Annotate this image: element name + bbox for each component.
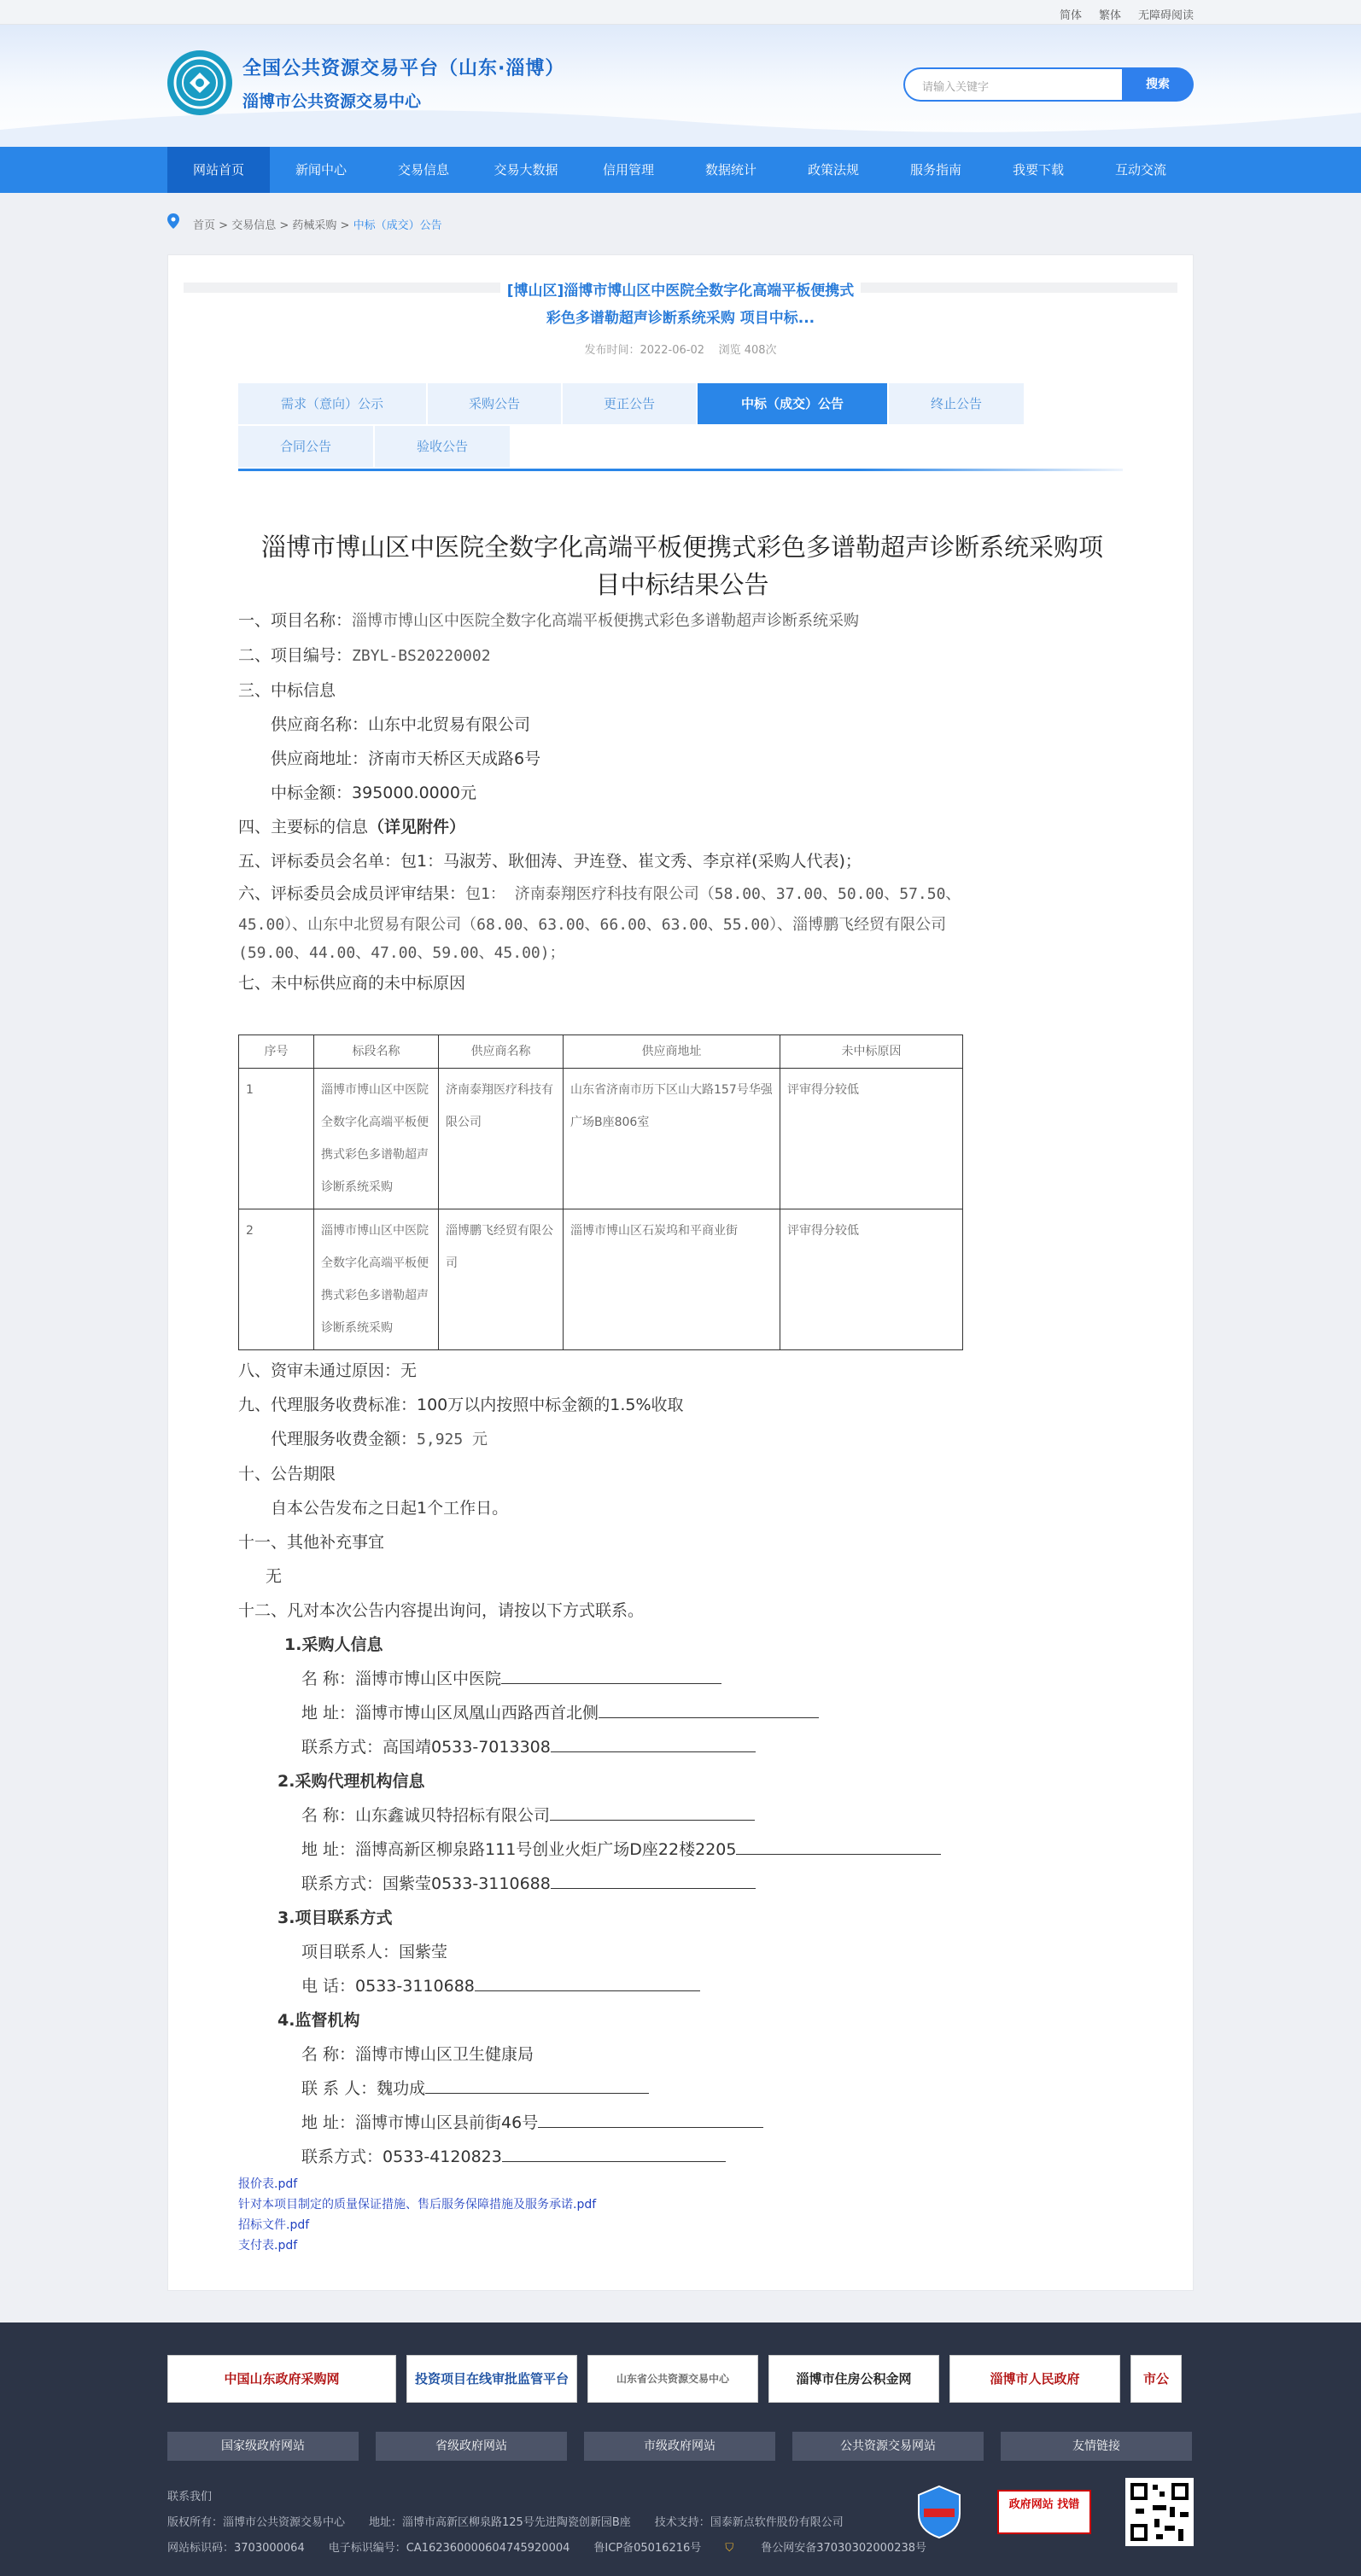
main-subject-row [238,810,1126,844]
notice-period-text: 自本公告发布之日起1个工作日。 [271,1499,509,1518]
breadcrumb-current: 中标（成交）公告 [353,219,442,232]
nav-item-news[interactable]: 新闻中心 [295,162,347,178]
banner-shandong-trade-center[interactable]: 山东省公共资源交易中心 [587,2355,758,2403]
committee-results-line1: 包1： 济南泰翔医疗科技有限公司（58.00、37.00、50.00、57.50、 [465,885,961,903]
section-notice-period: 十、公告期限 [238,1465,336,1483]
traditional-chinese-link[interactable]: 繁体 [1098,9,1121,22]
attachment-list [238,2174,1126,2256]
accessibility-link[interactable]: 无障碍阅读 [1137,9,1194,22]
agency-fee-label: 代理服务收费金额： [271,1430,418,1448]
partner-banners [167,2355,1183,2408]
footer-address: 地址：淄博市高新区柳泉路125号先进陶瓷创新园B座 [369,2516,631,2529]
purchaser-name: 名 称：淄博市博山区中医院 [301,1670,502,1688]
copyright: 版权所有：淄博市公共资源交易中心 [167,2516,346,2529]
underline-decoration [551,1870,756,1889]
purchaser-title: 1.采购人信息 [284,1635,383,1654]
tech-support: 技术支持：国泰新点软件股份有限公司 [654,2516,844,2529]
underline-decoration [550,1802,755,1821]
logo-emblem-icon [167,50,232,115]
site-title: 全国公共资源交易平台（山东·淄博） [242,58,565,79]
banner-investment-platform[interactable]: 投资项目在线审批监管平台 [406,2355,577,2403]
agency-fee-amount-row [238,1422,1126,1457]
project-name-label: 一、项目名称： [238,611,353,630]
underline-decoration [538,2109,763,2128]
site-logo[interactable] [167,50,564,115]
committee-results-label: 六、评标委员会成员评审结果： [238,884,466,903]
section-award-info: 三、中标信息 [238,681,336,700]
underline-decoration [501,1665,721,1684]
underline-decoration [475,1973,700,1991]
site-subtitle: 淄博市公共资源交易中心 [242,92,422,111]
search-button[interactable]: 搜索 [1122,67,1194,102]
project-contact-title: 3.项目联系方式 [277,1909,393,1927]
award-amount-row [238,776,1126,810]
purchaser-address: 地 址：淄博市博山区凤凰山西路西首北侧 [301,1704,599,1722]
article-title-line2: 彩色多谱勒超声诊断系统采购 项目中标... [546,310,815,327]
committee-list: 五、评标委员会名单：包1：马淑芳、耿佃涛、尹连登、崔文秀、李京祥(采购人代表)； [238,852,862,871]
supervisor-name: 名 称：淄博市博山区卫生健康局 [301,2045,534,2064]
attachment-link[interactable]: 支付表.pdf [238,2239,298,2253]
purchaser-contact: 联系方式：高国靖0533-7013308 [301,1738,551,1757]
breadcrumb: 首页 > 交易信息 > 药械采购 > 中标（成交）公告 [0,193,1361,253]
tab-termination-notice[interactable]: 终止公告 [889,383,1024,424]
nav-item-interaction[interactable]: 互动交流 [1114,162,1166,178]
cell-address: 淄博市博山区石炭坞和平商业街 [564,1209,780,1350]
cell-supplier: 淄博鹏飞经贸有限公司 [439,1209,564,1350]
article-card [167,254,1194,2291]
nav-item-guide[interactable]: 服务指南 [909,162,961,178]
supplier-address: 供应商地址：济南市天桥区天成路6号 [271,749,541,768]
cell-index: 1 [239,1069,314,1209]
tab-underline [238,469,1123,471]
topbar-links [1060,6,1194,22]
section-other-matters: 十一、其他补充事宜 [238,1533,385,1552]
agency-title: 2.采购代理机构信息 [277,1772,425,1791]
tab-award-notice[interactable]: 中标（成交）公告 [698,383,887,424]
section-unsuccessful-reasons: 七、未中标供应商的未中标原因 [238,974,466,993]
notice-heading-line1: 淄博市博山区中医院全数字化高端平板便携式彩色多谱勒超声诊断系统采购项 [260,533,1103,562]
article-title-line1: [博山区]淄博市博山区中医院全数字化高端平板便携式 [500,283,862,300]
nav-item-home[interactable]: 网站首页 [167,147,270,193]
other-matters-text: 无 [266,1567,283,1586]
committee-results [238,878,1126,910]
notice-heading [238,528,1126,603]
nav-item-statistics[interactable]: 数据统计 [704,162,756,178]
agency-fee-value: 5,925 元 [417,1431,488,1448]
cell-index: 2 [239,1209,314,1350]
site-id: 网站标识码：3703000064 [167,2542,305,2555]
table-row [239,1069,963,1209]
views-label: 浏览 [718,344,741,357]
committee-results-line3: (59.00、44.00、47.00、59.00、45.00)； [238,944,565,962]
tab-demand-notice[interactable]: 需求（意向）公示 [238,383,426,424]
main-nav [0,147,1361,193]
banner-zibo-government[interactable]: 淄博市人民政府 [949,2355,1120,2403]
col-header-lot: 标段名称 [314,1035,439,1069]
breadcrumb-medical-procurement[interactable]: 药械采购 [292,219,337,232]
friendly-links-dropdown[interactable]: 友情链接 [1001,2432,1192,2461]
trade-sites-dropdown[interactable]: 公共资源交易网站 [792,2432,984,2461]
agency-contact: 联系方式：国紫莹0533-3110688 [301,1874,551,1893]
breadcrumb-home[interactable]: 首页 [193,219,216,232]
city-gov-sites-dropdown[interactable]: 市级政府网站 [584,2432,775,2461]
main-subject-label: 四、主要标的信息 [238,818,369,836]
simplified-chinese-link[interactable]: 简体 [1059,9,1082,22]
site-footer [0,2322,1361,2576]
nav-item-download[interactable]: 我要下载 [1012,162,1064,178]
col-header-reason: 未中标原因 [780,1035,963,1069]
nav-item-trade-info[interactable]: 交易信息 [397,162,449,178]
project-contact-title-row [238,1901,1126,1935]
project-number-value: ZBYL-BS20220002 [352,647,491,665]
committee-results-line2: 45.00）、山东中北贸易有限公司（68.00、63.00、66.00、63.00、55.00）、淄博鹏飞经贸有限公司 [238,916,947,934]
police-record-text: 鲁公网安备37030302000238号 [761,2542,927,2555]
gov-party-badge-icon[interactable] [915,2485,963,2539]
topbar [0,0,1361,25]
cell-lot: 淄博市博山区中医院全数字化高端平板便携式彩色多谱勒超声诊断系统采购 [314,1069,439,1209]
underline-decoration [736,1836,941,1855]
agency-name: 名 称：山东鑫诚贝特招标有限公司 [301,1806,551,1825]
supplier-name: 供应商名称：山东中北贸易有限公司 [271,715,531,734]
notice-body [238,528,1126,2256]
see-attachment-note: （详见附件） [368,818,466,836]
award-amount-label: 中标金额： [271,784,353,802]
tab-correction-notice[interactable]: 更正公告 [563,383,696,424]
gov-site-error-badge[interactable]: 政府网站 找错 [997,2490,1091,2534]
qualification-failure-reason: 八、资审未通过原因：无 [238,1361,418,1380]
supervisor-title-row [238,2003,1126,2037]
attachment-link[interactable]: 招标文件.pdf [238,2218,310,2232]
col-header-address: 供应商地址 [564,1035,780,1069]
publish-label: 发布时间： [584,344,640,357]
article-meta [168,341,1193,357]
cell-lot: 淄博市博山区中医院全数字化高端平板便携式彩色多谱勒超声诊断系统采购 [314,1209,439,1350]
tab-purchase-notice[interactable]: 采购公告 [428,383,561,424]
supervisor-title: 4.监督机构 [277,2011,360,2030]
article-title [168,277,1193,332]
underline-decoration [425,2075,649,2094]
icp-record[interactable]: 鲁ICP备05016216号 [593,2542,702,2555]
col-header-supplier: 供应商名称 [439,1035,564,1069]
search-box [903,67,1194,102]
footer-link-groups [167,2432,1192,2461]
tab-acceptance-notice[interactable]: 验收公告 [375,426,510,467]
attachment-link[interactable]: 针对本项目制定的质量保证措施、售后服务保障措施及服务承诺.pdf [238,2198,597,2212]
location-pin-icon [167,213,179,229]
project-contact-phone: 电 话：0533-3110688 [301,1977,475,1996]
underline-decoration [599,1699,819,1718]
police-badge-icon: ⛉ [725,2542,734,2555]
agency-address: 地 址：淄博高新区柳泉路111号创业火炬广场D座22楼2205 [301,1840,737,1859]
agency-fee-standard: 九、代理服务收费标准：100万以内按照中标金额的1.5%收取 [238,1396,684,1414]
table-header-row [239,1035,963,1069]
banner-housing-fund[interactable]: 淄博市住房公积金网 [768,2355,939,2403]
project-number-label: 二、项目编号： [238,646,353,665]
views-count: 408次 [744,344,777,357]
underline-decoration [502,2143,726,2162]
footer-badges [915,2478,1194,2546]
award-amount-value: 395000.0000元 [352,784,476,802]
site-header [0,25,1361,147]
banner-shandong-procurement[interactable]: 中国山东政府采购网 [167,2355,396,2403]
qr-code-icon [1125,2478,1194,2546]
supervisor-person: 联 系 人：魏功成 [301,2079,426,2098]
project-contact-person: 项目联系人：国紫莹 [301,1943,448,1961]
project-name-value: 淄博市博山区中医院全数字化高端平板便携式彩色多谱勒超声诊断系统采购 [352,612,860,630]
supervisor-address: 地 址：淄博市博山区县前街46号 [301,2113,539,2132]
col-header-index: 序号 [239,1035,314,1069]
agency-title-row [238,1764,1126,1798]
nav-item-credit[interactable]: 信用管理 [602,162,654,178]
tab-contract-notice[interactable]: 合同公告 [238,426,373,467]
project-name-row [238,603,1126,638]
attachment-link[interactable]: 报价表.pdf [238,2177,298,2191]
national-gov-sites-dropdown[interactable]: 国家级政府网站 [167,2432,359,2461]
publish-date: 2022-06-02 [640,344,705,357]
provincial-gov-sites-dropdown[interactable]: 省级政府网站 [376,2432,567,2461]
cell-supplier: 济南泰翔医疗科技有限公司 [439,1069,564,1209]
underline-decoration [551,1734,756,1752]
banner-more[interactable]: 市公 [1130,2355,1182,2403]
breadcrumb-trade-info[interactable]: 交易信息 [231,219,277,232]
table-row [239,1209,963,1350]
supervisor-contact: 联系方式：0533-4120823 [301,2148,502,2166]
search-input[interactable]: 请输入关键字 [903,67,1122,102]
project-number-row [238,638,1126,673]
purchaser-title-row [238,1628,1126,1662]
cell-reason: 评审得分较低 [780,1209,963,1350]
contact-us-link[interactable]: 联系我们 [167,2491,213,2503]
footer-info [167,2485,974,2561]
unsuccessful-bidders-table [238,1034,963,1350]
section-contact: 十二、凡对本次公告内容提出询问，请按以下方式联系。 [238,1601,645,1620]
nav-item-policy[interactable]: 政策法规 [807,162,859,178]
cell-address: 山东省济南市历下区山大路157号华强广场B座806室 [564,1069,780,1209]
cell-reason: 评审得分较低 [780,1069,963,1209]
electronic-id: 电子标识编号：CA162360000604745920004 [328,2542,570,2555]
nav-item-big-data[interactable]: 交易大数据 [494,162,558,178]
notice-heading-line2: 目中标结果公告 [595,570,769,599]
